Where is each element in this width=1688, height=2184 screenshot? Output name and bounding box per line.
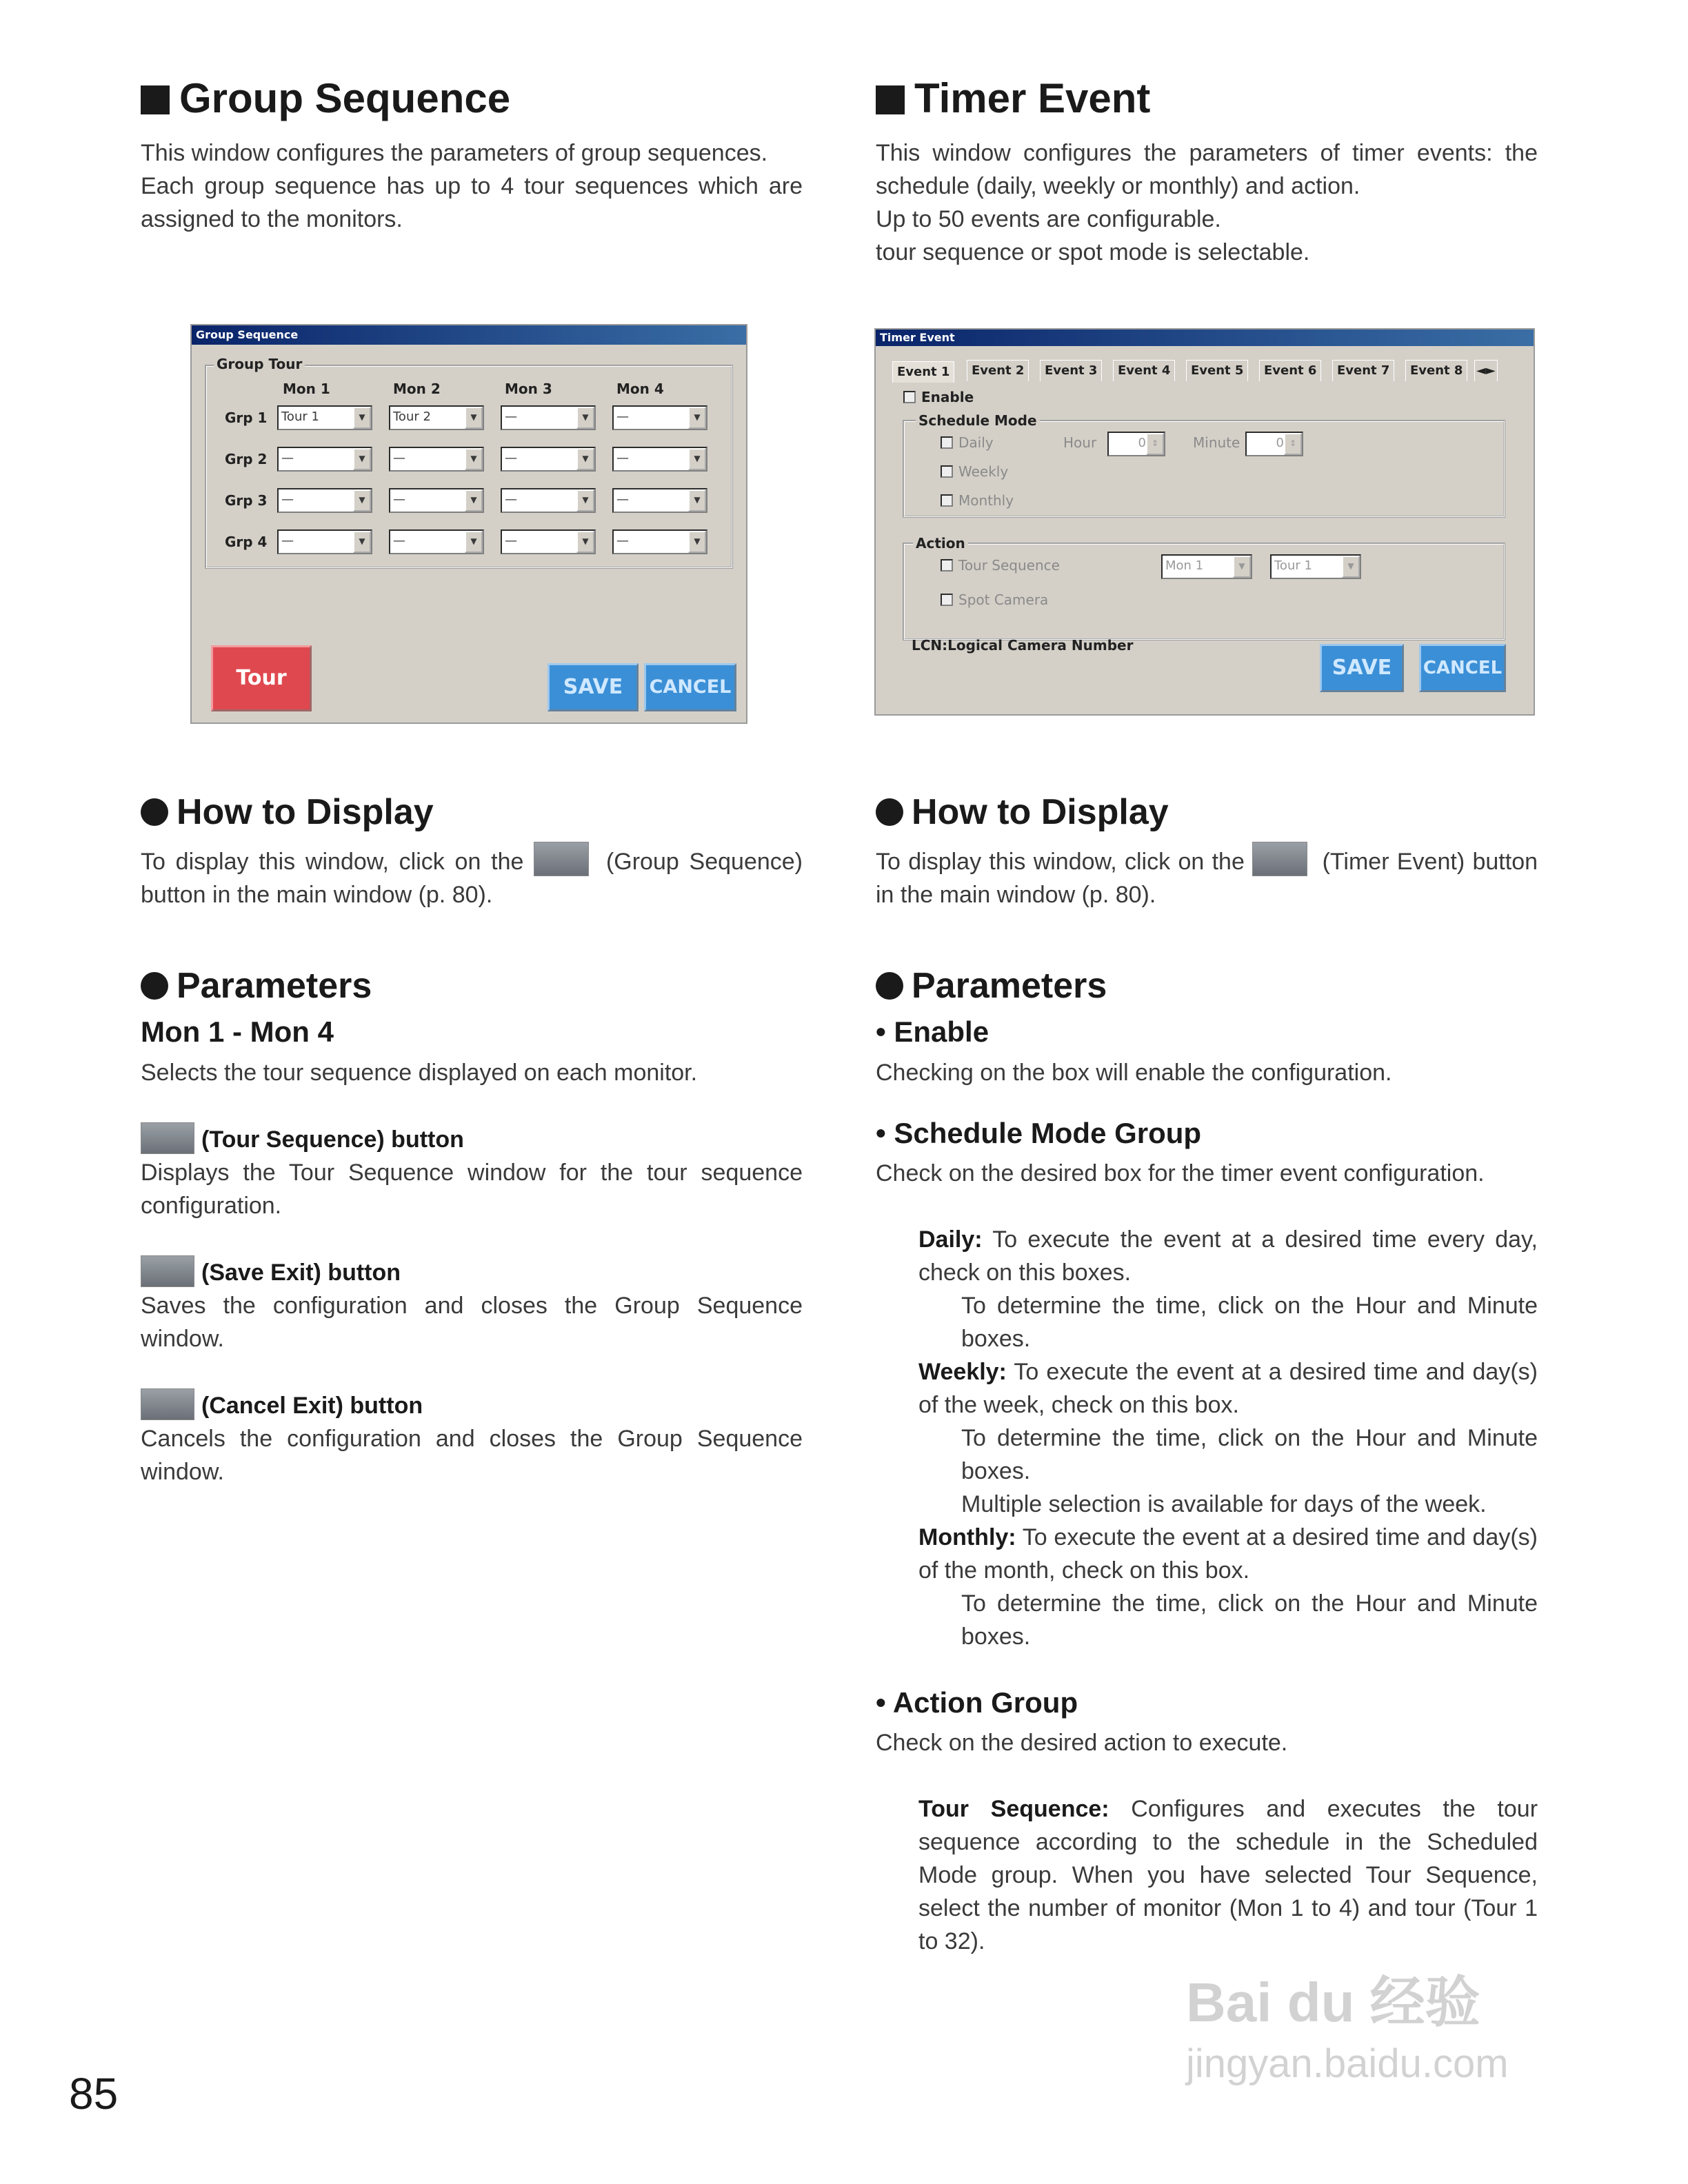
chevron-down-icon: ▼	[465, 407, 483, 429]
save-button-label: SAVE	[563, 675, 623, 699]
hour-label: Hour	[1063, 434, 1097, 451]
right-column	[876, 76, 1538, 269]
group-sequence-window	[190, 324, 747, 724]
select-grp1-mon3[interactable]: — ▼	[501, 405, 596, 430]
chevron-down-icon: ▼	[576, 489, 594, 512]
circle-bullet-icon	[876, 798, 903, 826]
timer-intro-line-3: tour sequence or spot mode is selectable.	[876, 239, 1310, 265]
weekly-checkbox[interactable]: Weekly	[941, 463, 1008, 480]
parameters-heading-right: Parameters	[876, 967, 1538, 1006]
select-grp3-mon3[interactable]: — ▼	[501, 488, 596, 513]
enable-checkbox[interactable]: Enable	[903, 389, 974, 405]
daily-definition: Daily: To execute the event at a desired time every day, check on this boxes.	[918, 1226, 1538, 1286]
tab-scroll-arrows-icon[interactable]: ◄►	[1474, 360, 1498, 381]
select-grp3-mon2[interactable]: — ▼	[389, 488, 484, 513]
select-grp2-mon3[interactable]: — ▼	[501, 447, 596, 472]
select-grp4-mon2[interactable]: — ▼	[389, 529, 484, 554]
select-grp2-mon1[interactable]: — ▼	[277, 447, 372, 472]
timer-window-title-bar: Timer Event	[876, 330, 1534, 346]
action-label: Action	[913, 535, 968, 552]
timer-save-button[interactable]	[1320, 644, 1404, 692]
weekly-definition: Weekly: To execute the event at a desired time and day(s) of the week, check on this box.	[918, 1358, 1538, 1418]
select-grp4-mon3[interactable]: — ▼	[501, 529, 596, 554]
chevron-down-icon: ▼	[688, 407, 706, 429]
save-icon	[141, 1255, 194, 1287]
save-exit-button-text: Saves the configuration and closes the Group Sequence window.	[141, 1292, 803, 1352]
minute-spinner[interactable]: 0 ⇕	[1245, 432, 1303, 456]
column-header-mon2: Mon 2	[393, 381, 441, 397]
how-to-display-heading-left: How to Display	[141, 793, 803, 832]
timer-cancel-label: CANCEL	[1423, 658, 1503, 678]
timer-intro-line-1: This window configures the parameters of timer events: the schedule (daily, weekly or monthly) and action.	[876, 140, 1538, 199]
weekly-definition-2: To determine the time, click on the Hour and Minute boxes.	[961, 1424, 1538, 1484]
right-lower-column	[876, 793, 1538, 1958]
column-header-mon1: Mon 1	[283, 381, 330, 397]
monthly-definition: Monthly: To execute the event at a desired time and day(s) of the month, check on this box.	[918, 1524, 1538, 1584]
spin-arrows-icon: ⇕	[1146, 433, 1164, 455]
save-exit-button-heading: (Save Exit) button	[141, 1255, 803, 1289]
chevron-down-icon: ▼	[576, 407, 594, 429]
column-header-mon4: Mon 4	[616, 381, 664, 397]
chevron-down-icon: ▼	[353, 448, 371, 470]
daily-checkbox[interactable]: Daily	[941, 434, 994, 451]
cancel-button[interactable]	[644, 663, 736, 711]
timer-cancel-button[interactable]	[1419, 644, 1506, 692]
chevron-down-icon: ▼	[576, 448, 594, 470]
select-grp3-mon4[interactable]: — ▼	[612, 488, 707, 513]
mon-1-4-heading: Mon 1 - Mon 4	[141, 1015, 334, 1049]
tab-event-5[interactable]: Event 5	[1186, 360, 1248, 381]
enable-heading: • Enable	[876, 1015, 989, 1049]
watermark-logo: Bai du 经验	[1186, 1972, 1480, 2033]
chevron-down-icon: ▼	[1342, 556, 1360, 578]
tour-select[interactable]: Tour 1 ▼	[1270, 554, 1361, 579]
tab-event-3[interactable]: Event 3	[1040, 360, 1102, 381]
mon-1-4-text: Selects the tour sequence displayed on each monitor.	[141, 1059, 698, 1086]
chevron-down-icon: ▼	[576, 531, 594, 553]
how-to-display-text-left: To display this window, click on the (Group Sequence) button in the main window (p. 80).	[141, 842, 803, 911]
chevron-down-icon: ▼	[353, 407, 371, 429]
select-grp1-mon1[interactable]: Tour 1 ▼	[277, 405, 372, 430]
timer-intro-line-2: Up to 50 events are configurable.	[876, 206, 1221, 232]
parameters-heading-left: Parameters	[141, 967, 803, 1006]
select-grp4-mon4[interactable]: — ▼	[612, 529, 707, 554]
schedule-definitions	[918, 1223, 1538, 1653]
tour-sequence-button-text: Displays the Tour Sequence window for the tour sequence configuration.	[141, 1159, 803, 1219]
tab-event-8[interactable]: Event 8	[1405, 360, 1467, 381]
save-button[interactable]	[547, 663, 639, 711]
tour-sequence-button-heading: (Tour Sequence) button	[141, 1122, 803, 1156]
row-label-grp1: Grp 1	[225, 410, 268, 426]
tab-event-2[interactable]: Event 2	[967, 360, 1029, 381]
select-grp1-mon4[interactable]: — ▼	[612, 405, 707, 430]
hour-spinner[interactable]: 0 ⇕	[1107, 432, 1165, 456]
square-bullet-icon	[876, 85, 905, 114]
chevron-down-icon: ▼	[465, 531, 483, 553]
group-sequence-heading: Group Sequence	[141, 76, 803, 121]
chevron-down-icon: ▼	[465, 489, 483, 512]
daily-definition-2: To determine the time, click on the Hour and Minute boxes.	[961, 1292, 1538, 1352]
monthly-checkbox[interactable]: Monthly	[941, 492, 1014, 509]
row-label-grp4: Grp 4	[225, 534, 268, 550]
enable-text: Checking on the box will enable the configuration.	[876, 1059, 1392, 1086]
circle-bullet-icon	[141, 972, 168, 1000]
tab-event-7[interactable]: Event 7	[1332, 360, 1394, 381]
cancel-exit-button-text: Cancels the configuration and closes the Group Sequence window.	[141, 1425, 803, 1485]
select-grp1-mon2[interactable]: Tour 2 ▼	[389, 405, 484, 430]
spin-arrows-icon: ⇕	[1284, 433, 1302, 455]
how-to-display-text-right: To display this window, click on the (Timer Event) button in the main window (p. 80).	[876, 842, 1538, 911]
monthly-definition-2: To determine the time, click on the Hour and Minute boxes.	[961, 1590, 1538, 1650]
action-group-heading: • Action Group	[876, 1686, 1078, 1719]
schedule-mode-text: Check on the desired box for the timer event configuration.	[876, 1160, 1485, 1186]
square-bullet-icon	[141, 85, 170, 114]
chevron-down-icon: ▼	[688, 531, 706, 553]
chevron-down-icon: ▼	[353, 531, 371, 553]
select-grp3-mon1[interactable]: — ▼	[277, 488, 372, 513]
cancel-exit-button-heading: (Cancel Exit) button	[141, 1388, 803, 1422]
timer-event-icon	[1252, 842, 1307, 876]
chevron-down-icon: ▼	[1233, 556, 1251, 578]
cancel-button-label: CANCEL	[649, 676, 732, 698]
watermark-url: jingyan.baidu.com	[1186, 2041, 1509, 2086]
select-grp2-mon4[interactable]: — ▼	[612, 447, 707, 472]
action-group-text: Check on the desired action to execute.	[876, 1730, 1288, 1757]
timer-event-window	[874, 328, 1535, 716]
intro-line-2: Each group sequence has up to 4 tour sequences which are assigned to the monitors.	[141, 173, 803, 232]
chevron-down-icon: ▼	[688, 448, 706, 470]
column-header-mon3: Mon 3	[505, 381, 552, 397]
tab-event-4[interactable]: Event 4	[1113, 360, 1175, 381]
timer-event-heading: Timer Event	[876, 76, 1538, 121]
tab-event-6[interactable]: Event 6	[1259, 360, 1321, 381]
timer-save-label: SAVE	[1332, 656, 1392, 680]
intro-line-1: This window configures the parameters of group sequences.	[141, 140, 768, 166]
tour-button-label: Tour	[236, 666, 287, 690]
group-tour-label: Group Tour	[214, 356, 305, 372]
select-grp4-mon1[interactable]: — ▼	[277, 529, 372, 554]
schedule-mode-label: Schedule Mode	[916, 412, 1040, 429]
left-lower-column	[141, 793, 803, 1488]
tour-button[interactable]	[211, 645, 312, 711]
monitor-select[interactable]: Mon 1 ▼	[1161, 554, 1252, 579]
spot-camera-checkbox[interactable]: Spot Camera	[941, 592, 1048, 608]
minute-label: Minute	[1193, 434, 1240, 451]
tour-sequence-definition: Tour Sequence: Configures and executes the tour sequence according to the schedule in the Scheduled Mode group. When you have selected Tour Sequence, select the number of monitor (Mon 1 to 4) and tour (Tour 1 to 32).	[918, 1796, 1538, 1955]
tour-sequence-icon	[141, 1122, 194, 1154]
circle-bullet-icon	[876, 972, 903, 1000]
left-column	[141, 76, 803, 236]
tab-event-1[interactable]: Event 1	[892, 361, 954, 383]
row-label-grp2: Grp 2	[225, 451, 268, 467]
select-grp2-mon2[interactable]: — ▼	[389, 447, 484, 472]
group-sequence-icon	[534, 842, 589, 876]
chevron-down-icon: ▼	[353, 489, 371, 512]
cancel-icon	[141, 1388, 194, 1420]
chevron-down-icon: ▼	[688, 489, 706, 512]
row-label-grp3: Grp 3	[225, 492, 268, 509]
tour-sequence-checkbox[interactable]: Tour Sequence	[941, 557, 1060, 574]
window-title-bar: Group Sequence	[192, 325, 746, 345]
circle-bullet-icon	[141, 798, 168, 826]
page-number: 85	[69, 2069, 119, 2119]
lcn-note: LCN:Logical Camera Number	[912, 637, 1134, 654]
schedule-mode-heading: • Schedule Mode Group	[876, 1116, 1202, 1149]
chevron-down-icon: ▼	[465, 448, 483, 470]
weekly-definition-3: Multiple selection is available for days of the week.	[961, 1490, 1487, 1517]
how-to-display-heading-right: How to Display	[876, 793, 1538, 832]
action-definitions	[918, 1792, 1538, 1958]
